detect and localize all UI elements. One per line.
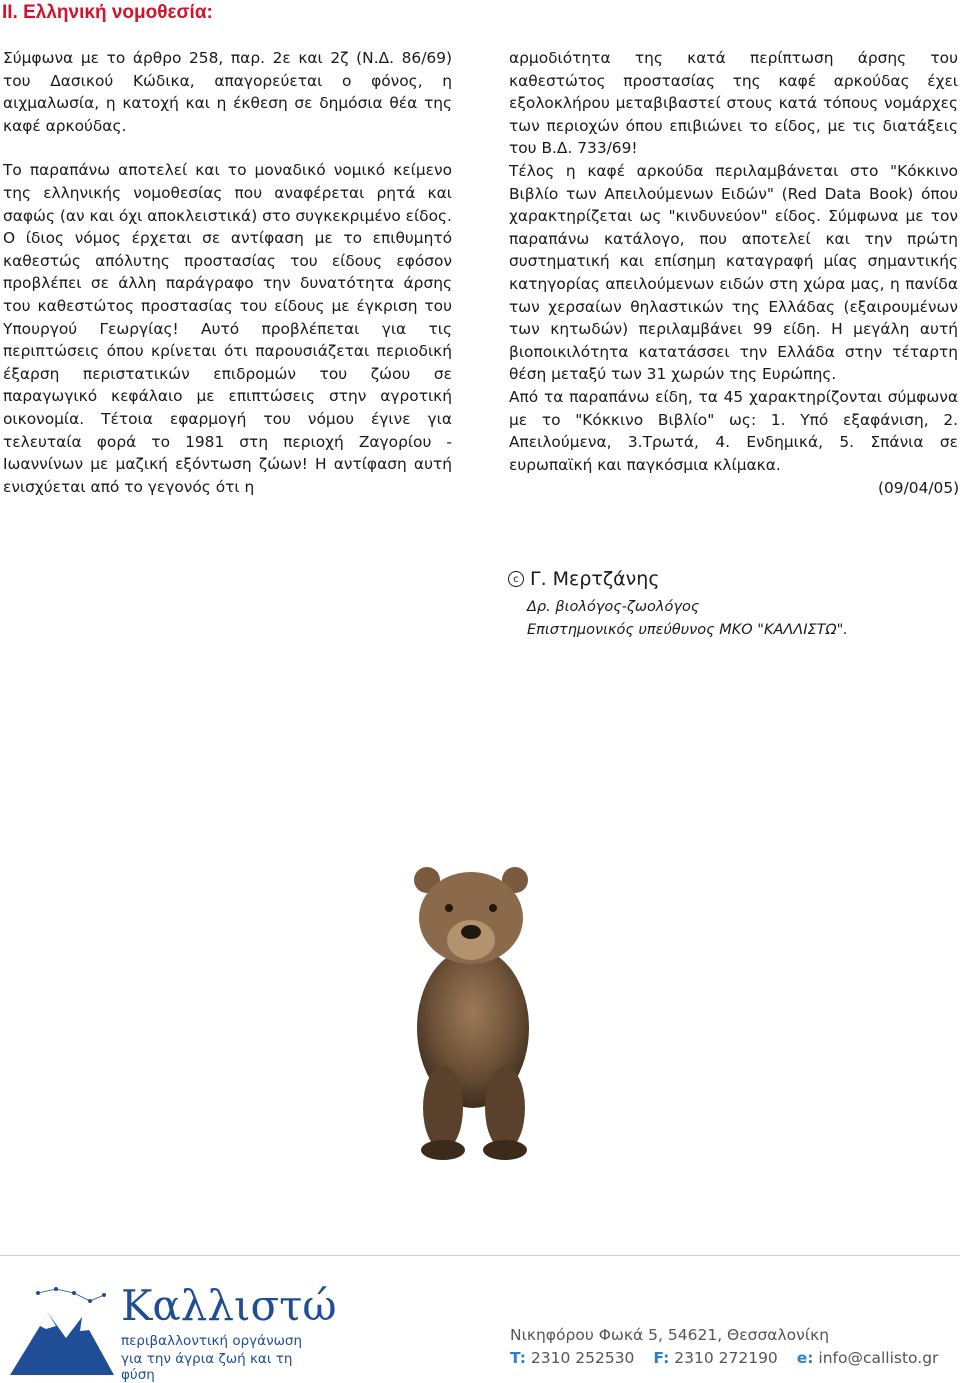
paragraph-categories: Από τα παραπάνω είδη, τα 45 χαρακτηρίζονται σύμφωνα με το "Κόκκινο Βιβλίο" ως: 1. Υπό εξαφάνιση, 2. Απειλούμενα, 3.Τρωτά, 4. Ενδημικά, 5. Σπάνια σε ευρωπαϊκή και παγκόσμια κλίμακα. [509,387,958,474]
email-address[interactable]: info@callisto.gr [818,1349,939,1367]
author-name: Γ. Μερτζάνης [530,568,660,590]
contact-numbers [510,1349,938,1367]
logo-title: Καλλιστώ [121,1281,337,1330]
paragraph-only-legal-text: Το παραπάνω αποτελεί και το μοναδικό νομικό κείμενο της ελληνικής νομοθεσίας που αναφέρεται ρητά και σαφώς (αν και όχι αποκλειστικά) στο συγκεκριμένο είδος. [3,161,452,225]
signature-name-row [508,568,848,590]
paragraph-contradiction: Ο ίδιος νόμος έρχεται σε αντίφαση με το επιθυμητό καθεστώς απόλυτης προστασίας του είδους εφόσον προβλέπει σε άλλη παράγραφο την δυνατότητα άρσης του καθεστώτος προστασίας του είδους με έγκριση του Υπουργού Γεωργίας! Αυτό προβλέπεται για τις περιπτώσεις όπου κρίνεται ότι παρουσιάζεται περιοδική έξαρση περιστατικών επιδρομών του ζώου σε παραγωγικό κεφάλαιο με επιπτώσεις στην αγροτική οικονομία. Τέτοια εφαρμογή του νόμου έγινε για τελευταία φορά το 1981 στη περιοχή Ζαγορίου - Ιωαννίνων με μαζική εξόντωση ζώων! Η αντίφαση αυτή ενισχύεται από το γεγονός ότι η [3,229,452,496]
right-column [509,47,958,476]
footer-divider [0,1255,960,1256]
paragraph-red-data-book: Τέλος η καφέ αρκούδα περιλαμβάνεται στο "Κόκκινο Βιβλίο των Απειλούμενων Ειδών" (Red Data Book) όπου χαρακτηρίζεται ως "κινδυνεύον" είδος. Σύμφωνα με τον παραπάνω κατάλογο, που αποτελεί και την πρώτη συστηματική και επίσημη καταγραφή μίας σημαντικής κατηγορίας απειλούμενων ειδών στη χώρα μας, η πανίδα των χερσαίων θηλαστικών της Ελλάδας (εξαιρουμένων των κητωδών) περιλαμβάνει 99 είδη. Η μεγάλη αυτή βιοποικιλότητα κατατάσσει την Ελλάδα στην τέταρτη θέση μεταξύ των 31 χωρών της Ευρώπης. [509,161,958,384]
section-heading: II. Ελληνική νομοθεσία: [2,2,213,23]
fax-number: 2310 272190 [674,1349,778,1367]
email-label: e: [796,1349,814,1367]
author-title: Δρ. βιολόγος-ζωολόγος [527,599,700,615]
fax-label: F: [653,1349,670,1367]
bear-photo [405,858,541,1164]
paragraph-competence: αρμοδιότητα της κατά περίπτωση άρσης του καθεστώτος προστασίας της καφέ αρκούδας έχει εξολοκλήρου μεταβιβαστεί στους κατά τόπους νομάρχες των περιοχών όπου επιβιώνει το είδος, με τις διατάξεις του Β.Δ. 733/69! [509,49,958,158]
signature-block [508,568,848,642]
left-column [3,47,452,498]
author-role: Επιστημονικός υπεύθυνος ΜΚΟ "ΚΑΛΛΙΣΤΩ". [527,622,848,638]
phone-label: T: [510,1349,526,1367]
callisto-logo [8,1281,337,1383]
logo-subtitle-2: για την άγρια ζωή και τη φύση [121,1351,293,1383]
logo-subtitle-1: περιβαλλοντική οργάνωση [121,1333,303,1349]
mountain-logo-icon [8,1283,116,1378]
paragraph-article-258: Σύμφωνα με το άρθρο 258, παρ. 2ε και 2ζ (Ν.Δ. 86/69) του Δασικού Κώδικα, απαγορεύεται ο φόνος, η αιχμαλωσία, η κατοχή και η έκθεση σε δημόσια θέα της καφέ αρκούδας. [3,49,452,135]
copyright-icon: c [508,571,524,587]
document-date: (09/04/05) [878,479,960,497]
address: Νικηφόρου Φωκά 5, 54621, Θεσσαλονίκη [510,1326,830,1344]
contact-block [510,1326,938,1367]
phone-number: 2310 252530 [530,1349,635,1367]
